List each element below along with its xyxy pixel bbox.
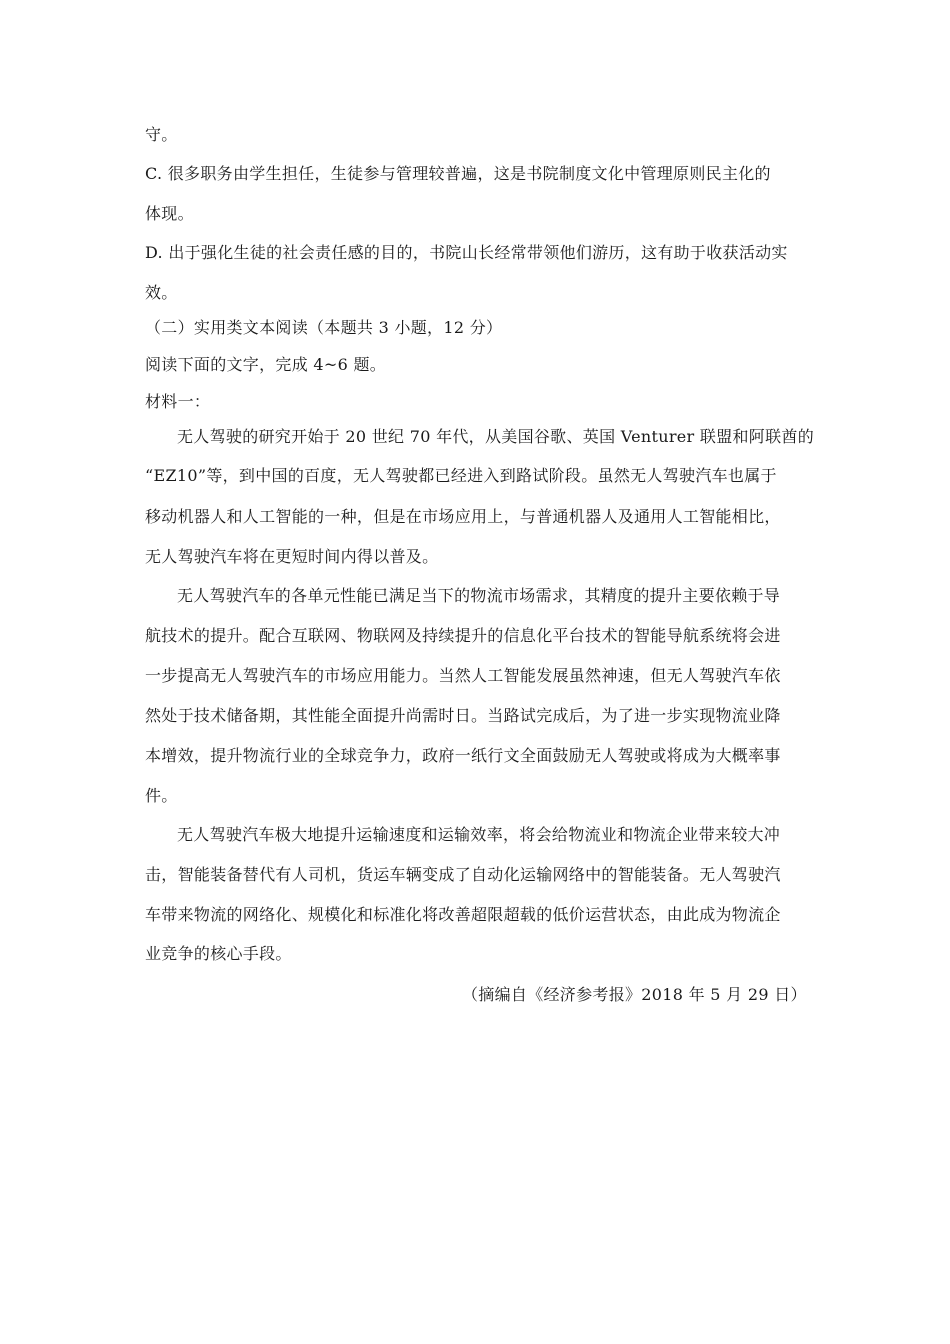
paragraph-line: 无人驾驶的研究开始于 20 世纪 70 年代，从美国谷歌、英国 Venturer 联盟和阿联酋的 xyxy=(177,427,814,446)
text-line: 守。 xyxy=(145,125,178,144)
paragraph-line: 击，智能装备替代有人司机，货运车辆变成了自动化运输网络中的智能装备。无人驾驶汽 xyxy=(145,865,781,884)
paragraph-line: 无人驾驶汽车的各单元性能已满足当下的物流市场需求，其精度的提升主要依赖于导 xyxy=(177,586,781,605)
paragraph-line: 移动机器人和人工智能的一种，但是在市场应用上，与普通机器人及通用人工智能相比， xyxy=(145,507,781,526)
paragraph-line: 无人驾驶汽车极大地提升运输速度和运输效率，将会给物流业和物流企业带来较大冲 xyxy=(177,825,781,844)
paragraph-line: 航技术的提升。配合互联网、物联网及持续提升的信息化平台技术的智能导航系统将会进 xyxy=(145,626,781,645)
paragraph-line: 无人驾驶汽车将在更短时间内得以普及。 xyxy=(145,547,439,566)
option-d-line: D. 出于强化生徒的社会责任感的目的，书院山长经常带领他们游历，这有助于收获活动实 xyxy=(145,243,788,262)
paragraph-line: 车带来物流的网络化、规模化和标准化将改善超限超载的低价运营状态，由此成为物流企 xyxy=(145,905,781,924)
material-label: 材料一： xyxy=(145,392,211,411)
paragraph-line: 一步提高无人驾驶汽车的市场应用能力。当然人工智能发展虽然神速，但无人驾驶汽车依 xyxy=(145,666,781,685)
paragraph-line: 本增效，提升物流行业的全球竞争力，政府一纸行文全面鼓励无人驾驶或将成为大概率事 xyxy=(145,746,781,765)
paragraph-line: “EZ10”等，到中国的百度，无人驾驶都已经进入到路试阶段。虽然无人驾驶汽车也属于 xyxy=(145,466,777,485)
instruction-line: 阅读下面的文字，完成 4~6 题。 xyxy=(145,355,387,374)
text-line: 效。 xyxy=(145,283,178,302)
option-c-line: C. 很多职务由学生担任，生徒参与管理较普遍，这是书院制度文化中管理原则民主化的 xyxy=(145,164,771,183)
section-heading: （二）实用类文本阅读（本题共 3 小题，12 分） xyxy=(145,318,503,337)
source-citation: （摘编自《经济参考报》2018 年 5 月 29 日） xyxy=(462,985,807,1004)
paragraph-line: 然处于技术储备期，其性能全面提升尚需时日。当路试完成后，为了进一步实现物流业降 xyxy=(145,706,781,725)
text-line: 体现。 xyxy=(145,204,194,223)
paragraph-line: 业竞争的核心手段。 xyxy=(145,944,292,963)
paragraph-line: 件。 xyxy=(145,786,178,805)
